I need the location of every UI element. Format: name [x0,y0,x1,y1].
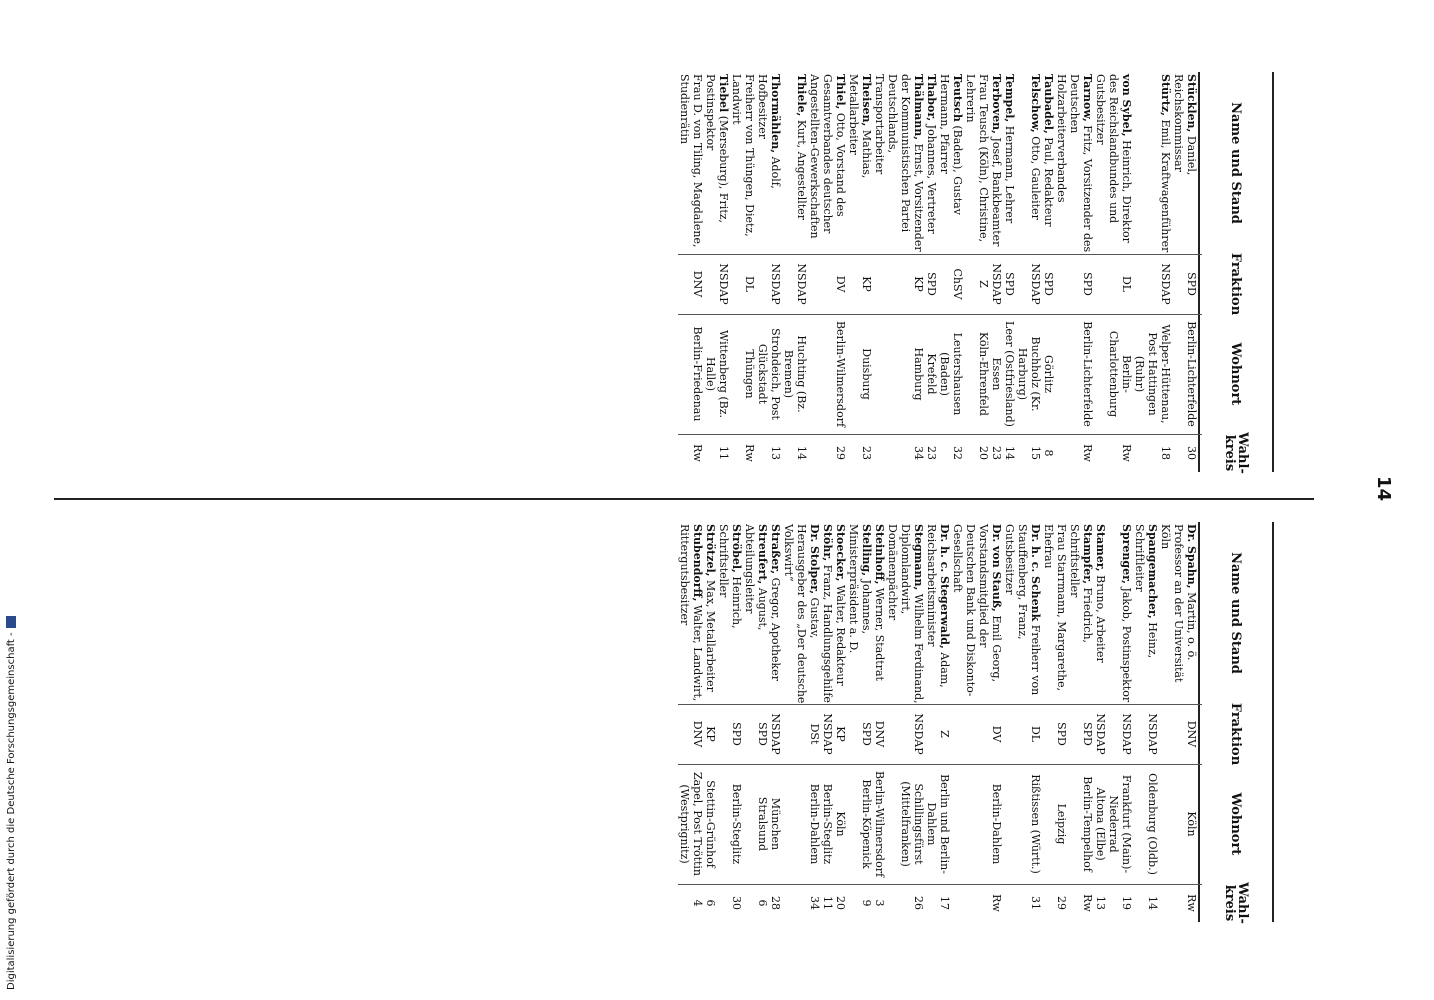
member-wahlkreis: 14 [1146,896,1159,910]
member-surname: Dr. h. c. Stegerwald, [938,524,951,649]
member-details: Adam, Reichsarbeitsminister [925,524,951,688]
member-wahlkreis: 6 [704,899,717,907]
table-row [704,522,717,922]
member-wahlkreis: 19 [1120,896,1133,910]
member-fraktion: SPD [730,722,743,746]
member-fraktion: NSDAP [769,263,782,305]
member-fraktion: SPD [925,272,938,296]
member-fraktion: SPD [756,722,769,746]
member-surname: Stubendorff, [691,524,704,602]
member-name [1133,522,1159,704]
table-row [847,72,873,472]
member-name [808,72,847,254]
member-wahlkreis: Rw [990,894,1003,912]
table-row [1042,522,1068,922]
member-fraktion: SPD [1081,272,1094,296]
member-fraktion: SPD [1055,722,1068,746]
table-row [1107,522,1133,922]
member-details: Paul, Redakteur [1042,133,1055,227]
member-fraktion: NSDAP [795,263,808,305]
member-fraktion: NSDAP [1146,713,1159,755]
member-fraktion: NSDAP [1029,263,1042,305]
member-details: Heinz, Schriftleiter [1133,524,1159,659]
member-wohnort: Duisburg [860,348,873,400]
table-row [782,522,821,922]
member-wahlkreis: 32 [951,446,964,460]
member-details: Max, Metallarbeiter [704,576,717,692]
member-name [717,522,743,704]
member-surname: Terboven, [990,74,1003,134]
member-surname: Stöhr, [821,524,834,562]
member-wohnort: Strohdeich, Post Glückstadt [756,328,782,420]
member-fraktion: NSDAP [821,713,834,755]
member-fraktion: DNV [691,720,704,748]
member-surname: Stelling, [860,524,873,577]
member-details: Heinrich, Schriftsteller [717,524,743,629]
member-wahlkreis: 17 [938,896,951,910]
member-name [678,522,704,704]
table-row [1003,72,1016,472]
header-fraktion: Fraktion [1228,252,1244,316]
member-wohnort: Berlin-Steglitz [730,783,743,865]
table-body-right [678,72,1198,472]
member-wahlkreis: 13 [769,446,782,460]
member-fraktion: DL [743,275,756,293]
member-wahlkreis: 4 [691,899,704,907]
member-fraktion: DNV [1185,720,1198,748]
member-name [769,522,782,704]
member-fraktion: DL [1120,275,1133,293]
member-wahlkreis: 23 [860,446,873,460]
header-name: Name und Stand [1228,102,1244,224]
member-details: (Baden), Gustav Hermann, Pfarrer [938,74,964,215]
member-wahlkreis: 14 [1003,446,1016,460]
member-wohnort: Hamburg [912,347,925,401]
member-surname: Taubadel, [1042,74,1055,134]
table-row [1003,522,1042,922]
member-wahlkreis: 23 [925,446,938,460]
member-surname: von Sybel, [1120,74,1133,137]
member-wohnort: Rißtissen (Württ.) [1029,774,1042,874]
member-name [704,522,717,704]
table-row [717,522,743,922]
member-wohnort: Berlin und Berlin-Dahlem [925,774,951,874]
member-wohnort: Essen [990,357,1003,391]
member-name [886,522,925,704]
header-wahlkreis: Wahl-kreis [1222,432,1250,474]
table-row [1068,522,1094,922]
member-surname: Streufert, [756,524,769,585]
member-wohnort: Berlin-Charlottenburg [1107,330,1133,418]
table-row [769,522,782,922]
member-surname: Steinhoff, [873,524,886,585]
member-name [990,72,1003,254]
member-wohnort: Huchting (Bz. Bremen) [782,335,808,413]
member-details: Ernst, Vorsitzender der Kommunistischen Partei Deutschlands, Transportarbeiter [873,74,925,252]
member-surname: Straßer, [769,524,782,575]
member-wahlkreis: 20 [977,446,990,460]
member-details: Frau D. von Tiling, Magdalene, Studienrätin [678,74,704,248]
member-details: (Merseburg), Fritz, Postinspektor [704,74,730,224]
member-details: Kurt, Angestellter [795,116,808,220]
member-details: Heinrich, Direktor des Reichslandbundes und Gutsbesitzer [1094,74,1133,243]
member-details: Freiherr von Thüngen, Dietz, Landwirt [730,74,756,237]
member-wohnort: Berlin-Tempelhof [1081,776,1094,872]
member-details: Emil Georg, Vorstandsmitglied der Deutschen Bank und Diskonto-Gesellschaft [951,524,1003,697]
member-surname: Theisen, [860,74,873,127]
member-name [847,72,873,254]
member-details: Friedrich, Schriftsteller [1068,524,1094,644]
member-name [1107,522,1133,704]
member-wohnort: Berlin-Lichterfelde [1081,321,1094,427]
member-name [782,522,821,704]
table-header [1198,522,1274,922]
member-name [678,72,704,254]
credit-text: Digitalisierung gefördert durch die Deutsche Forschungsgemeinschaft - [6,632,17,990]
member-surname: Dr. Spahn, [1185,524,1198,589]
member-surname: Stampfer, [1081,524,1094,585]
member-wohnort: Buchholz (Kr. Harburg) [1016,336,1042,412]
member-surname: Sprenger, [1120,524,1133,584]
member-name [938,72,964,254]
member-details: Franz, Handlungsgehilfe [821,561,834,703]
member-surname: Tarnow, [1081,74,1094,122]
member-wohnort: Oldenburg (Oldb.) [1146,773,1159,875]
member-details: Gregor, Apotheker [769,574,782,681]
table-row [678,72,704,472]
header-wohnort: Wohnort [1228,342,1244,406]
dfg-logo-icon [6,616,16,628]
table-row [678,522,704,922]
table-row [834,522,847,922]
member-surname: Stürtz, [1159,74,1172,116]
header-wahlkreis: Wahl-kreis [1222,882,1250,924]
member-wahlkreis: Rw [743,444,756,462]
table-row [873,522,886,922]
member-wahlkreis: Rw [691,444,704,462]
member-surname: Stücklen, [1185,74,1198,133]
member-details: Werner, Stadtrat [873,584,886,681]
member-wahlkreis: 18 [1159,446,1172,460]
member-name [1133,72,1172,254]
member-wohnort: Stralsund [756,796,769,852]
member-wahlkreis: 31 [1029,896,1042,910]
member-surname: Stamer, [1094,524,1107,572]
member-name [743,522,769,704]
member-fraktion: SPD [1003,272,1016,296]
table-row [925,522,951,922]
table-row [808,72,847,472]
member-wahlkreis: 11 [821,896,834,910]
member-wahlkreis: 29 [834,446,847,460]
member-wohnort: Berlin-Dahlem [808,783,821,865]
member-fraktion: NSDAP [1094,713,1107,755]
table-row [1094,522,1107,922]
member-wohnort: Köln [1185,811,1198,837]
member-name [925,72,938,254]
member-name [1042,522,1068,704]
table-row [756,72,782,472]
table-row [1016,72,1042,472]
member-details: Freiherr von Stauffenberg, Franz, Gutsbesitzer [1003,524,1042,696]
member-name [756,72,782,254]
member-name [1094,522,1107,704]
member-wahlkreis: 30 [1185,446,1198,460]
member-surname: Thabor, [925,74,938,122]
header-fraktion: Fraktion [1228,702,1244,766]
table-row [886,522,925,922]
member-wohnort: Zapel, Post Tröttin (Westprignitz) [678,771,704,877]
member-fraktion: KP [860,276,873,292]
table-header [1198,72,1274,472]
table-left [678,522,1274,922]
member-wahlkreis: Rw [1081,894,1094,912]
table-row [990,72,1003,472]
member-details: Walter, Redakteur [834,581,847,686]
member-surname: Dr. h. c. Schenk [1029,524,1042,622]
member-wohnort: Berlin-Dahlem [990,783,1003,865]
member-details: Daniel, Reichskommissar [1172,74,1198,176]
member-surname: Tiebel [717,74,730,113]
member-surname: Teutsch [951,74,964,122]
member-surname: Thiele, [795,74,808,117]
table-body-left [678,522,1198,922]
member-wahlkreis: 29 [1055,896,1068,910]
member-name [1068,522,1094,704]
member-surname: Tempel, [1003,74,1016,123]
table-row [743,522,769,922]
table-row [847,522,873,922]
member-details: Jakob, Postinspektor [1120,583,1133,703]
member-wohnort: Schillingsfürst (Mittelfranken) [899,781,925,867]
member-fraktion: KP [704,726,717,742]
member-wahlkreis: Rw [1185,894,1198,912]
member-wahlkreis: 26 [912,896,925,910]
member-fraktion: ChSV [951,268,964,300]
member-name [1016,72,1042,254]
member-details: Hermann, Lehrer [1003,122,1016,224]
member-fraktion: DV [834,275,847,293]
member-details: Martin, o. ö. Professor an der Universität Köln [1159,524,1198,683]
member-wohnort: Frankfurt (Main)-Niederrad [1107,774,1133,874]
member-wohnort: Leer (Ostfriesland) [1003,321,1016,427]
member-wahlkreis: Rw [1120,444,1133,462]
credit-line [6,616,17,990]
member-surname: Thälmann, [912,74,925,141]
member-wahlkreis: 8 [1042,449,1055,457]
member-wohnort: Berlin-Wilmersdorf [834,320,847,428]
member-name [873,522,886,704]
member-wohnort: Wittenberg (Bz. Halle) [704,329,730,419]
member-fraktion: NSDAP [1120,713,1133,755]
member-name [730,72,756,254]
table-row [925,72,938,472]
member-details: Adolf, Hofbesitzer [756,74,782,189]
member-wohnort: Berlin-Lichterfelde [1185,321,1198,427]
member-fraktion: NSDAP [717,263,730,305]
member-wohnort: Görlitz [1042,355,1055,393]
member-name [847,522,873,704]
table-row [873,72,925,472]
member-wohnort: Thüngen [743,349,756,399]
table-row [1055,72,1094,472]
table-row [1133,72,1172,472]
member-fraktion: DL [1029,725,1042,743]
header-name: Name und Stand [1228,552,1244,674]
member-fraktion: KP [834,726,847,742]
member-wohnort: Leipzig [1055,803,1068,845]
member-wahlkreis: 15 [1029,446,1042,460]
table-row [1172,72,1198,472]
member-details: Bruno, Arbeiter [1094,571,1107,663]
member-name [951,522,1003,704]
member-fraktion: Z [977,280,990,288]
member-surname: Thormählen, [769,74,782,154]
member-wohnort: Stettin-Grünhof [704,780,717,868]
member-details: Johannes, Ministerpräsident a. D. [847,524,873,654]
member-fraktion: NSDAP [912,713,925,755]
member-surname: Telschow, [1029,74,1042,133]
table-row [938,72,964,472]
member-wohnort: München [769,797,782,851]
table-row [951,522,1003,922]
member-fraktion: SPD [860,722,873,746]
table-row [1094,72,1133,472]
member-name [873,72,925,254]
member-details: Mathias, Metallarbeiter [847,74,873,179]
member-wahlkreis: 9 [860,899,873,907]
member-fraktion: SPD [1081,722,1094,746]
page-number: 14 [1373,476,1394,502]
header-wohnort: Wohnort [1228,792,1244,856]
member-surname: Dr. Stolper, [808,524,821,595]
member-fraktion: SPD [1042,272,1055,296]
member-details: Frau Starrmann, Margarethe, Ehefrau [1042,524,1068,692]
member-surname: Thiel, [834,74,847,110]
member-fraktion: NSDAP [769,713,782,755]
member-surname: Ströbel, [730,524,743,573]
member-wohnort: Leutershausen (Baden) [938,332,964,416]
table-row [1133,522,1159,922]
member-wohnort: Welper-Hüttenau, Post Hattingen (Ruhr) [1133,324,1172,424]
member-wahlkreis: 34 [808,896,821,910]
table-row [782,72,808,472]
member-wahlkreis: 11 [717,446,730,460]
member-fraktion: DV [990,725,1003,743]
member-fraktion: DNV [873,720,886,748]
member-wahlkreis: 30 [730,896,743,910]
member-name [964,72,990,254]
member-details: Otto, Vorstand des Gesamtverbandes deutscher Angestellten-Gewerkschaften [808,74,847,239]
member-details: Johannes, Vertreter [925,121,938,234]
member-name [1094,72,1133,254]
member-surname: Spangemacher, [1146,524,1159,619]
member-name [925,522,951,704]
member-wahlkreis: 20 [834,896,847,910]
member-name [821,522,834,704]
member-details: August, Abteilungsleiter [743,524,769,631]
member-surname: Stegmann, [912,524,925,591]
member-fraktion: KP [912,276,925,292]
member-fraktion: Z [938,730,951,738]
member-wohnort: Köln-Ehrenfeld [977,332,990,416]
member-name [1003,72,1016,254]
table-row [821,522,834,922]
member-name [782,72,808,254]
member-fraktion: SPD [1185,272,1198,296]
member-name [1172,72,1198,254]
member-details: Walter, Landwirt, Rittergutsbesitzer [678,524,704,702]
table-right [678,72,1274,472]
member-fraktion: NSDAP [990,263,1003,305]
member-wahlkreis: 3 [873,899,886,907]
member-fraktion: DNV [691,270,704,298]
member-wahlkreis: 23 [990,446,1003,460]
member-name [704,72,730,254]
member-name [1055,72,1094,254]
member-wahlkreis: Rw [1081,444,1094,462]
member-wohnort: Berlin-Friedenau [691,326,704,422]
table-row [964,72,990,472]
member-wahlkreis: 34 [912,446,925,460]
member-wohnort: Köln [834,811,847,837]
member-details: Gustav, Herausgeber des „Der deutsche Volkswirt“ [782,524,821,704]
member-name [834,522,847,704]
member-surname: Stoecker, [834,524,847,582]
table-row [1159,522,1198,922]
member-fraktion: NSDAP [1159,263,1172,305]
member-wahlkreis: 6 [756,899,769,907]
member-name [1003,522,1042,704]
member-details: Otto, Gauleiter [1029,132,1042,220]
member-wahlkreis: 28 [769,896,782,910]
member-wahlkreis: 13 [1094,896,1107,910]
table-row [704,72,730,472]
member-surname: Strötzel, [704,524,717,577]
member-details: Wilhelm Ferdinand, Diplomlandwirt, Domänenpächter [886,524,925,704]
member-wohnort: Berlin-Köpenick [860,779,873,869]
member-wohnort: Altona (Elbe) [1094,787,1107,861]
table-row [1042,72,1055,472]
member-details: Josef, Bankbeamter [990,133,1003,247]
member-name [1042,72,1055,254]
member-fraktion: DSt [808,723,821,745]
member-wohnort: Berlin-Wilmersdorf [873,770,886,878]
member-details: Frau Teusch (Köln), Christine, Lehrerin [964,74,990,243]
table-row [730,72,756,472]
member-details: Fritz, Vorsitzender des Deutschen Holzarbeiterverbandes [1055,74,1094,253]
member-wohnort: Krefeld [925,353,938,395]
column-divider [54,498,1314,500]
member-details: Emil, Kraftwagenführer [1159,115,1172,253]
member-wahlkreis: 14 [795,446,808,460]
member-wohnort: Berlin-Steglitz [821,783,834,865]
member-surname: Dr. von Stauß, [990,524,1003,612]
member-name [1159,522,1198,704]
